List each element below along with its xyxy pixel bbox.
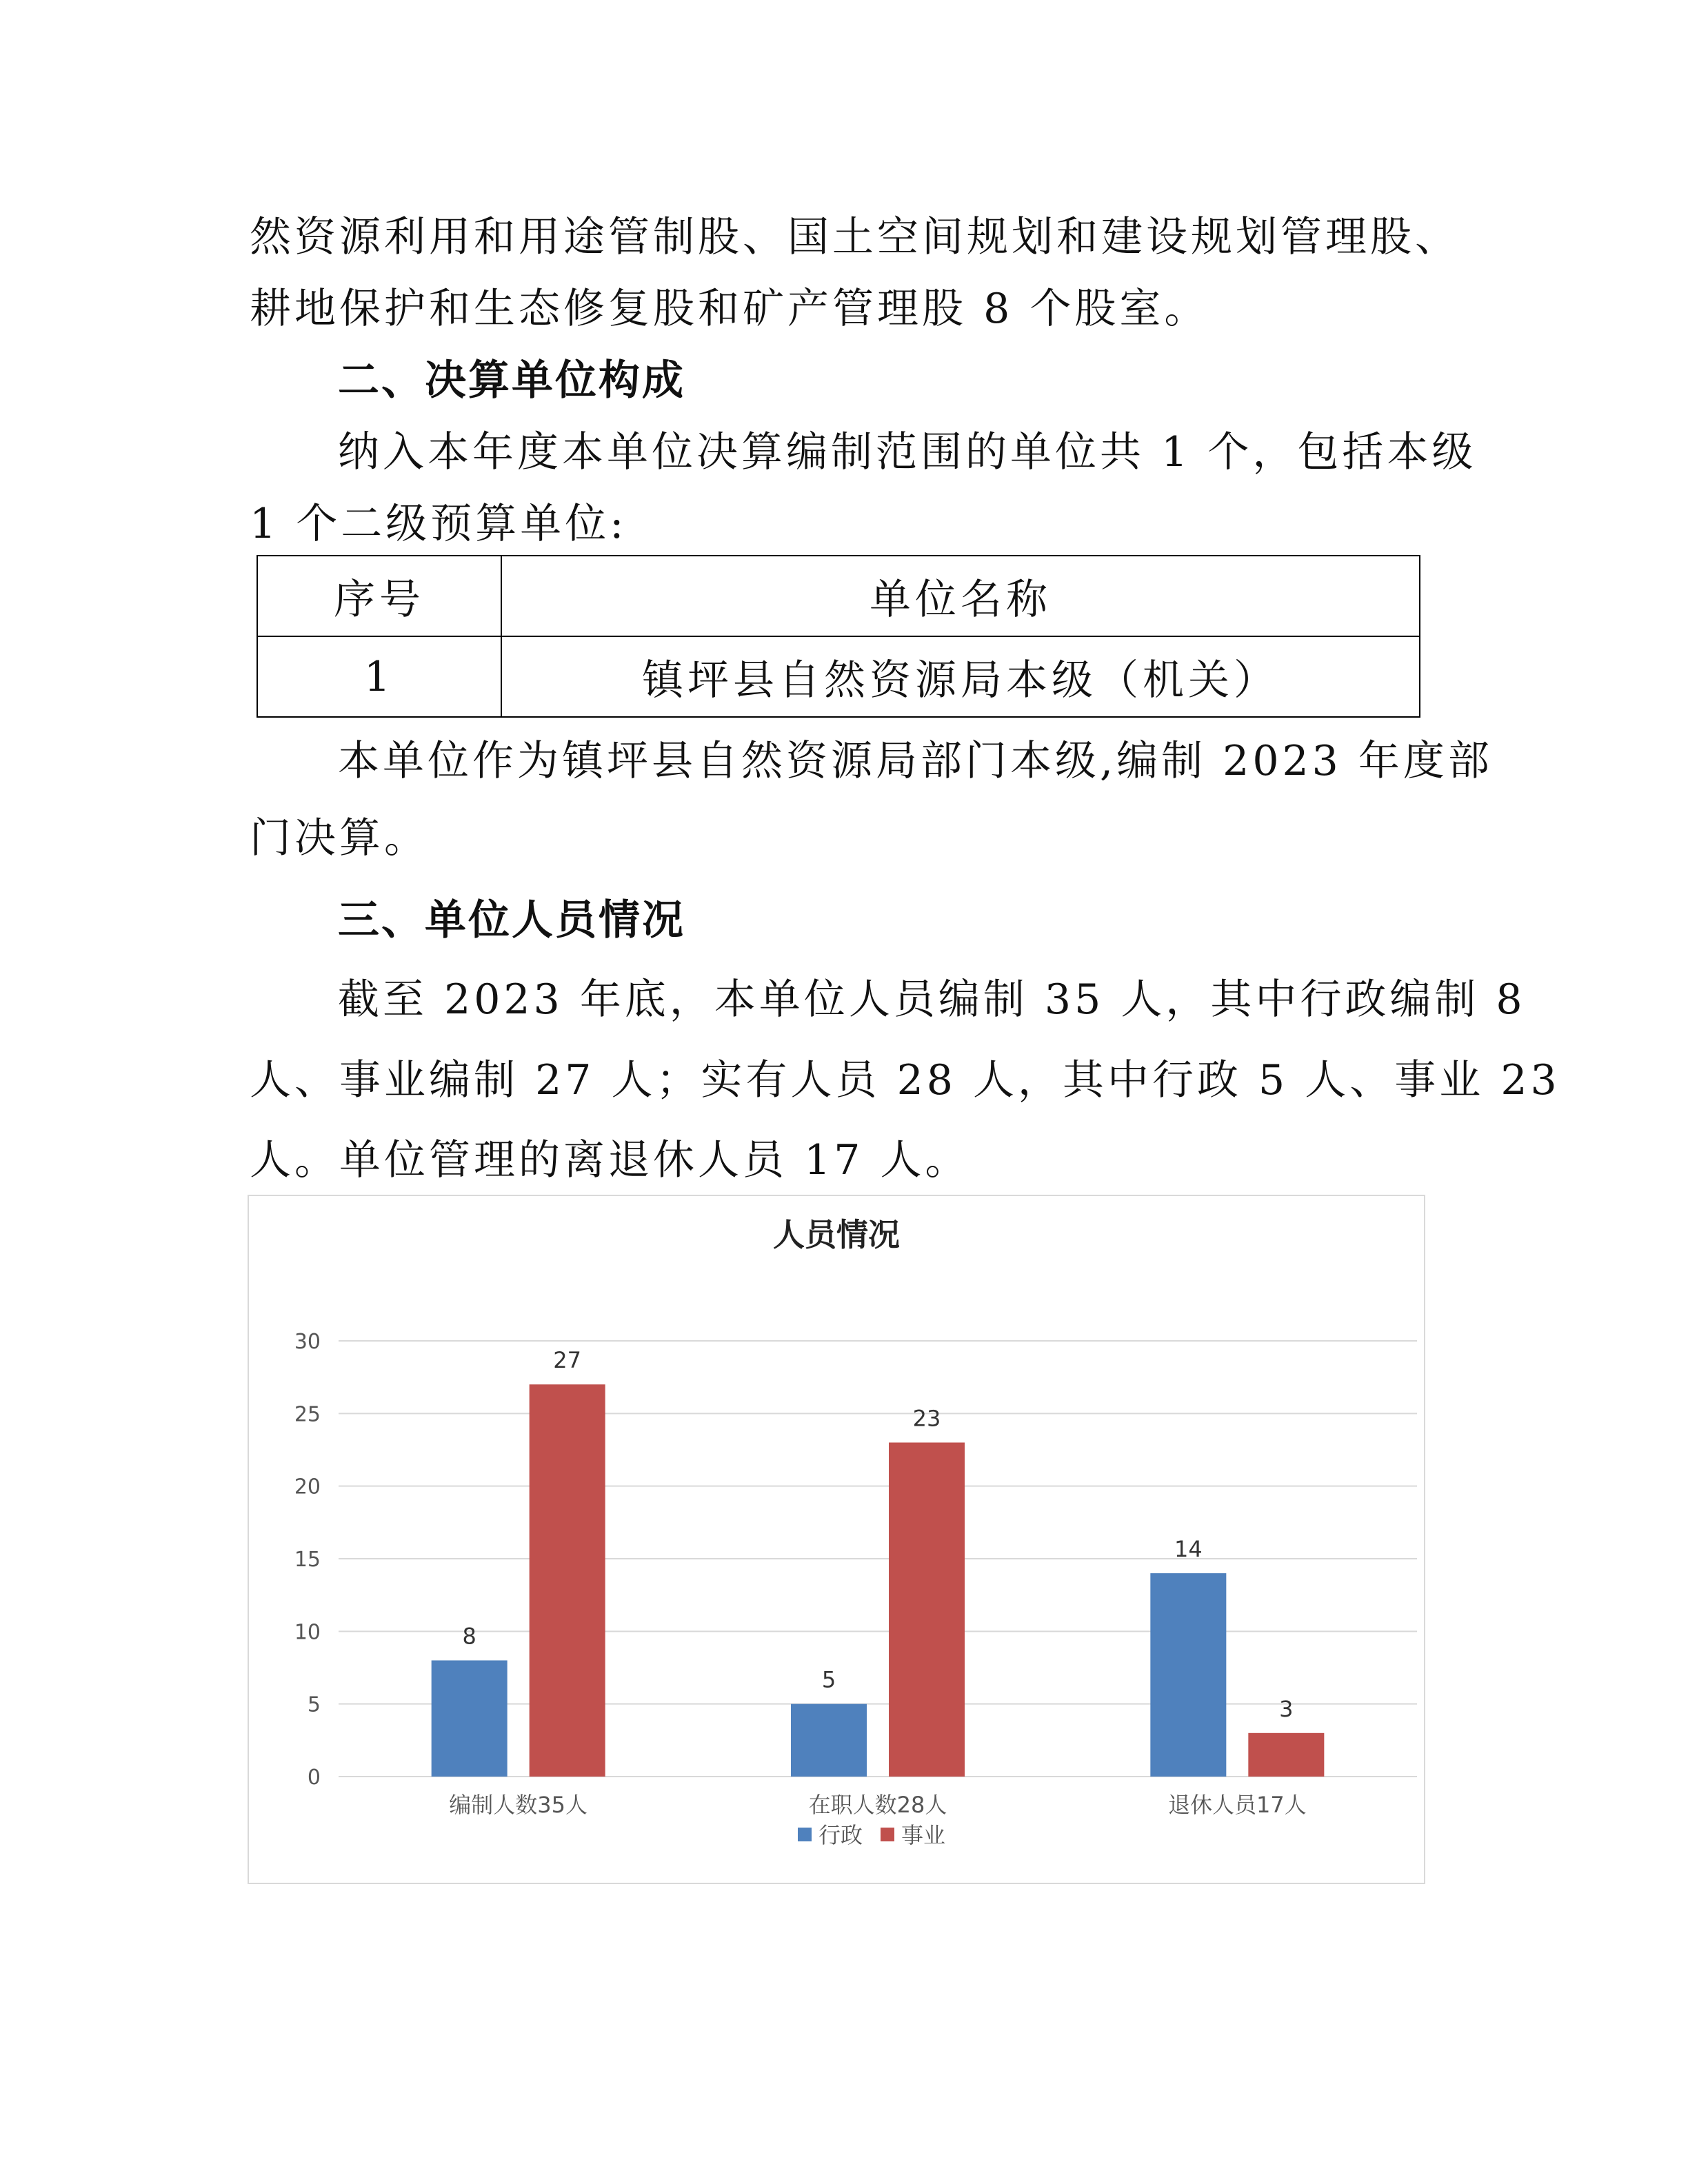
- y-tick-label: 20: [294, 1475, 321, 1499]
- y-tick-label: 30: [294, 1330, 321, 1354]
- y-tick-label: 15: [294, 1548, 321, 1572]
- chart-title: 人员情况: [773, 1216, 900, 1253]
- section-heading: 二、决算单位构成: [338, 356, 685, 405]
- bar: [889, 1442, 965, 1777]
- data-label: 5: [821, 1666, 836, 1693]
- data-label: 8: [462, 1623, 476, 1650]
- y-tick-label: 0: [307, 1766, 321, 1790]
- y-tick-label: 5: [307, 1692, 321, 1717]
- data-label: 27: [553, 1347, 582, 1374]
- table-header-row: [257, 556, 1420, 636]
- bar-chart: [249, 1196, 1424, 1883]
- paragraph-line: 纳入本年度本单位决算编制范围的单位共 1 个，包括本级: [338, 428, 1477, 476]
- paragraph-line: 然资源利用和用途管制股、国土空间规划和建设规划管理股、: [250, 213, 1460, 261]
- table-row: [257, 636, 1420, 717]
- paragraph-line: 截至 2023 年底，本单位人员编制 35 人，其中行政编制 8: [338, 975, 1526, 1024]
- table-cell: 1: [257, 636, 501, 717]
- legend-label: 行政: [818, 1822, 863, 1848]
- legend-swatch: [881, 1828, 894, 1841]
- data-label: 23: [912, 1405, 941, 1432]
- x-tick-label: 编制人数35人: [449, 1792, 588, 1818]
- y-tick-label: 25: [294, 1402, 321, 1427]
- table-header-cell: 单位名称: [501, 556, 1420, 636]
- paragraph-line: 耕地保护和生态修复股和矿产管理股 8 个股室。: [250, 285, 1209, 333]
- x-tick-label: 在职人数28人: [808, 1792, 947, 1818]
- data-label: 3: [1279, 1695, 1294, 1722]
- table-cell: 镇坪县自然资源局本级（机关）: [501, 636, 1420, 717]
- unit-table: [257, 555, 1420, 718]
- bar: [530, 1384, 605, 1777]
- section-heading: 三、单位人员情况: [338, 896, 685, 944]
- bar: [432, 1660, 508, 1777]
- paragraph-line: 1 个二级预算单位:: [250, 500, 627, 548]
- x-tick-label: 退休人员17人: [1167, 1792, 1307, 1818]
- legend-label: 事业: [901, 1822, 946, 1848]
- paragraph-line: 本单位作为镇坪县自然资源局部门本级,编制 2023 年度部: [338, 737, 1493, 785]
- paragraph-line: 人。单位管理的离退休人员 17 人。: [250, 1136, 970, 1184]
- paragraph-line: 人、事业编制 27 人；实有人员 28 人，其中行政 5 人、事业 23: [250, 1056, 1560, 1104]
- bar: [1248, 1733, 1324, 1777]
- chart-container: [248, 1195, 1425, 1884]
- bar: [1150, 1573, 1226, 1777]
- y-tick-label: 10: [294, 1620, 321, 1645]
- table-header-cell: 序号: [257, 556, 501, 636]
- data-label: 14: [1174, 1536, 1203, 1563]
- paragraph-line: 门决算。: [250, 814, 429, 862]
- bar: [791, 1704, 867, 1777]
- legend-swatch: [798, 1828, 812, 1841]
